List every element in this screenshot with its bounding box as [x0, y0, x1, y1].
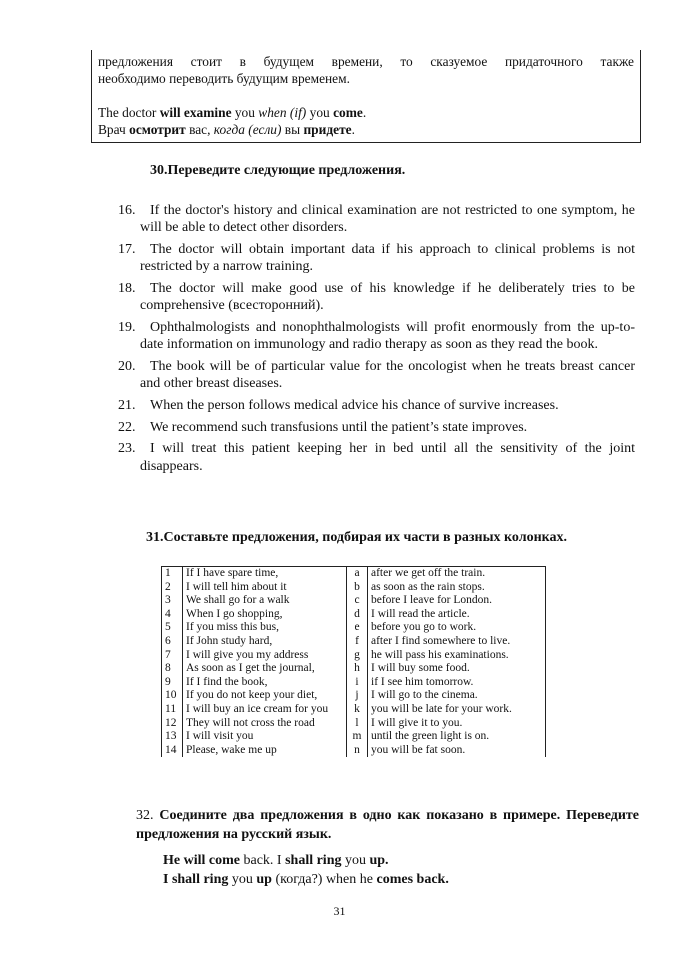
- cell-second-part: until the green light is on.: [368, 730, 546, 744]
- cell-second-part: you will be late for your work.: [368, 703, 546, 717]
- cell-second-part: before I leave for London.: [368, 594, 546, 608]
- cell-first-part: If I have spare time,: [183, 567, 347, 581]
- item-number: 23.: [118, 441, 136, 457]
- table-row: [162, 608, 546, 622]
- item-text: The doctor will make good use of his knowledge if he deliberately tries to be comprehensive (всесторонний).: [140, 280, 635, 314]
- list-item: [0, 280, 679, 315]
- text-run: you: [228, 872, 257, 887]
- exercise-31-title: 31.Составьте предложения, подбирая их части в разных колонках.: [146, 530, 567, 545]
- cell-letter: d: [347, 608, 368, 622]
- cell-number: 7: [162, 649, 183, 663]
- cell-letter: c: [347, 594, 368, 608]
- text-run: back. I: [239, 853, 286, 868]
- text-run: придете: [303, 122, 352, 137]
- exercise-32-title: [136, 806, 639, 844]
- rule-box: [91, 50, 641, 143]
- rule-line-2: необходимо переводить будущим временем.: [98, 71, 350, 86]
- rule-example-en: [98, 104, 634, 121]
- cell-first-part: When I go shopping,: [183, 608, 347, 622]
- item-number: 18.: [118, 280, 136, 296]
- text-run: you: [231, 105, 259, 120]
- text-run: come: [333, 105, 363, 120]
- cell-letter: h: [347, 662, 368, 676]
- text-run: when (if): [258, 105, 307, 120]
- table-row: [162, 689, 546, 703]
- cell-second-part: I will give it to you.: [368, 717, 546, 731]
- cell-second-part: he will pass his examinations.: [368, 649, 546, 663]
- cell-number: 11: [162, 703, 183, 717]
- cell-letter: j: [347, 689, 368, 703]
- cell-first-part: I will tell him about it: [183, 581, 347, 595]
- item-number: 17.: [118, 241, 136, 257]
- rule-example-ru: [98, 121, 634, 138]
- text-run: когда (если): [213, 122, 282, 137]
- list-item: [0, 202, 679, 237]
- text-run: .: [351, 122, 355, 137]
- cell-letter: l: [347, 717, 368, 731]
- cell-letter: a: [347, 567, 368, 581]
- list-item: [0, 319, 679, 354]
- item-number: 19.: [118, 319, 136, 335]
- text-run: up: [256, 872, 272, 887]
- cell-first-part: If John study hard,: [183, 635, 347, 649]
- item-text: When the person follows medical advice his chance of survive increases.: [150, 397, 559, 413]
- cell-number: 4: [162, 608, 183, 622]
- cell-letter: f: [347, 635, 368, 649]
- text-run: (когда?) when he: [271, 872, 377, 887]
- item-number: 22.: [118, 419, 136, 435]
- list-item: [0, 358, 679, 393]
- table-row: [162, 594, 546, 608]
- table-row: [162, 649, 546, 663]
- table-row: [162, 744, 546, 758]
- list-item: [0, 397, 679, 414]
- list-item: [0, 419, 679, 436]
- cell-first-part: We shall go for a walk: [183, 594, 347, 608]
- cell-first-part: If I find the book,: [183, 676, 347, 690]
- text-run: .: [362, 105, 367, 120]
- cell-number: 13: [162, 730, 183, 744]
- cell-number: 9: [162, 676, 183, 690]
- item-number: 16.: [118, 203, 136, 218]
- matching-table: [161, 566, 546, 757]
- cell-number: 1: [162, 567, 183, 581]
- item-text: The doctor will obtain important data if his approach to clinical problems is not restricted by a narrow training.: [140, 241, 635, 275]
- text-run: you: [341, 853, 370, 868]
- exercise-32-number: 32.: [136, 808, 154, 823]
- table-row: [162, 567, 546, 581]
- table-row: [162, 621, 546, 635]
- cell-number: 8: [162, 662, 183, 676]
- cell-first-part: They will not cross the road: [183, 717, 347, 731]
- item-number: 21.: [118, 397, 136, 413]
- cell-first-part: If you miss this bus,: [183, 621, 347, 635]
- cell-letter: n: [347, 744, 368, 758]
- item-number: 20.: [118, 358, 136, 374]
- text-run: comes back.: [376, 872, 449, 887]
- cell-letter: m: [347, 730, 368, 744]
- item-text: If the doctor's history and clinical examination are not restricted to one symptom, he will be able to detect other disorders.: [140, 203, 635, 236]
- table-row: [162, 717, 546, 731]
- text-run: you: [306, 105, 334, 120]
- cell-letter: k: [347, 703, 368, 717]
- cell-second-part: you will be fat soon.: [368, 744, 546, 758]
- page-number: 31: [333, 904, 346, 918]
- item-text: Ophthalmologists and nonophthalmologists will profit enormously from the up-to-date information on immunology and radio therapy as soon as they read the book.: [140, 319, 635, 353]
- table-row: [162, 662, 546, 676]
- cell-second-part: I will go to the cinema.: [368, 689, 546, 703]
- table-row: [162, 703, 546, 717]
- cell-letter: b: [347, 581, 368, 595]
- table-row: [162, 635, 546, 649]
- cell-number: 3: [162, 594, 183, 608]
- text-run: He will come: [163, 853, 240, 868]
- cell-letter: g: [347, 649, 368, 663]
- example-line-1: [163, 852, 389, 869]
- text-run: up.: [369, 853, 389, 868]
- cell-letter: i: [347, 676, 368, 690]
- cell-first-part: I will buy an ice cream for you: [183, 703, 347, 717]
- text-run: вас,: [185, 122, 214, 137]
- item-text: I will treat this patient keeping her in bed until all the sensitivity of the joint disappears.: [140, 441, 635, 474]
- cell-second-part: if I see him tomorrow.: [368, 676, 546, 690]
- cell-second-part: after we get off the train.: [368, 567, 546, 581]
- text-run: вы: [281, 122, 304, 137]
- table-row: [162, 730, 546, 744]
- cell-letter: e: [347, 621, 368, 635]
- cell-number: 2: [162, 581, 183, 595]
- table-row: [162, 581, 546, 595]
- cell-number: 10: [162, 689, 183, 703]
- cell-first-part: I will give you my address: [183, 649, 347, 663]
- cell-second-part: as soon as the rain stops.: [368, 581, 546, 595]
- text-run: The doctor: [98, 105, 160, 120]
- exercise-32-instruction: Соедините два предложения в одно как показано в примере. Переведите предложения на русский язык.: [136, 808, 640, 842]
- cell-second-part: after I find somewhere to live.: [368, 635, 546, 649]
- cell-second-part: I will buy some food.: [368, 662, 546, 676]
- text-run: осмотрит: [129, 122, 186, 137]
- cell-number: 5: [162, 621, 183, 635]
- text-run: Врач: [98, 122, 130, 137]
- text-run: I shall ring: [163, 872, 229, 887]
- item-text: We recommend such transfusions until the patient’s state improves.: [150, 419, 528, 435]
- cell-number: 6: [162, 635, 183, 649]
- cell-second-part: before you go to work.: [368, 621, 546, 635]
- list-item: [0, 440, 679, 475]
- cell-second-part: I will read the article.: [368, 608, 546, 622]
- cell-first-part: I will visit you: [183, 730, 347, 744]
- cell-number: 12: [162, 717, 183, 731]
- text-run: will examine: [159, 105, 232, 120]
- exercise-30-list: [0, 202, 679, 479]
- text-run: shall ring: [285, 853, 342, 868]
- exercise-30-title: 30.Переведите следующие предложения.: [150, 163, 406, 178]
- cell-number: 14: [162, 744, 183, 758]
- cell-first-part: If you do not keep your diet,: [183, 689, 347, 703]
- rule-line-1: предложения стоит в будущем времени, то сказуемое придаточного также: [98, 54, 634, 69]
- cell-first-part: As soon as I get the journal,: [183, 662, 347, 676]
- list-item: [0, 241, 679, 276]
- table-row: [162, 676, 546, 690]
- example-line-2: [163, 871, 449, 888]
- cell-first-part: Please, wake me up: [183, 744, 347, 758]
- item-text: The book will be of particular value for the oncologist when he treats breast cancer and other breast diseases.: [140, 358, 635, 392]
